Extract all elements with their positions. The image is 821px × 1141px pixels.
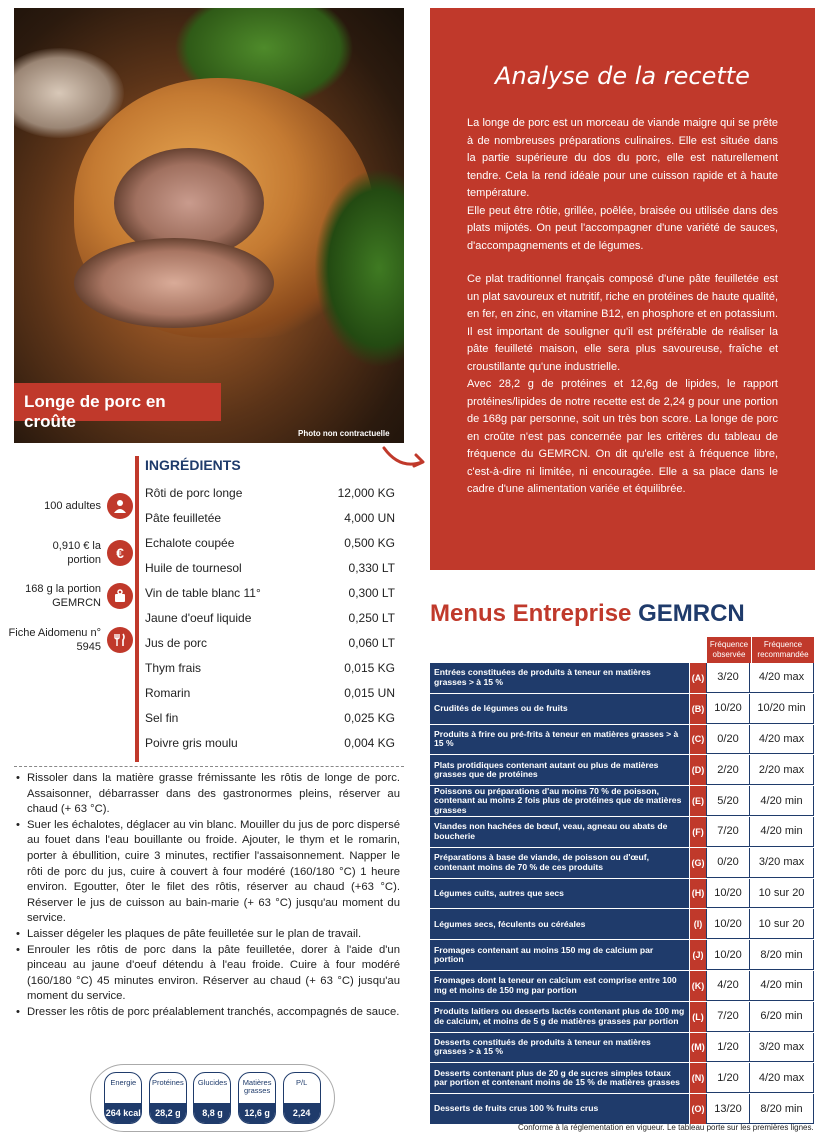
instruction-step: • Suer les échalotes, déglacer au vin blanc. Mouiller du jus de porc dispersé au fouet dans l'eau bouillante ou froide. Ajouter, le thym et le romarin, porter à ébullition, cuire 3 minutes, rectifier l'assaisonnement. Napper le rôti de porc du jus, cuire à couvert à four modéré (160/180 °C) 1 heure environ. Egoutter, ôter le filet des rôtis, réserver au chaud (+63 °C). Réserver le jus de cuisson au bain-marie (+ 63 °C) jusqu'au moment du service.: [14, 818, 400, 927]
person-icon: [107, 493, 133, 519]
row-description: Produits à frire ou pré-frits à teneur en matières grasses > à 15 %: [430, 725, 689, 755]
nutrition-label: Glucides: [197, 1078, 228, 1087]
row-code: (H): [689, 879, 706, 909]
table-row: [430, 1002, 814, 1033]
row-observed: 10/20: [706, 694, 750, 724]
nutrition-badge: [149, 1072, 187, 1124]
instruction-step: • Rissoler dans la matière grasse frémissante les rôtis de longe de porc. Assaisonner, débarrasser dans des gastronormes pleins, réserver au chaud (+ 63 °C).: [14, 771, 400, 818]
row-code: (K): [689, 971, 706, 1001]
row-recommended: 4/20 min: [750, 971, 814, 1001]
ingredient-row: [145, 656, 395, 681]
table-row: [430, 694, 814, 725]
curved-arrow-icon: [380, 440, 428, 470]
nutrition-value: 264 kcal: [105, 1103, 141, 1123]
table-row: [430, 940, 814, 971]
recipe-photo: [14, 8, 404, 443]
ingredient-qty: 0,060 LT: [348, 636, 395, 651]
row-description: Produits laitiers ou desserts lactés contenant plus de 100 mg de calcium, et moins de 5 g de matières grasses par portion: [430, 1002, 689, 1032]
ingredient-name: Huile de tournesol: [145, 560, 242, 575]
table-row: [430, 663, 814, 694]
nutrition-badge: [238, 1072, 276, 1124]
row-description: Légumes cuits, autres que secs: [430, 879, 689, 909]
analysis-paragraph: Ce plat traditionnel français composé d'une pâte feuilletée est un plat savoureux et nutritif, riche en protéines de haute qualité, en fer, en zinc, en vitamine B12, en phosphore et en potassium. Il est important de souligner qu'il est préférable de réaliser la pâte feuilleté maison, elle sera plus savoureuse, fraîche et croustillante qu'une industrielle.: [467, 273, 778, 373]
analysis-panel: [430, 8, 815, 570]
ingredients-title: INGRÉDIENTS: [145, 457, 241, 473]
analysis-paragraph: La longe de porc est un morceau de viande maigre qui se prête à de nombreuses préparations culinaires. Elle est située dans la partie supérieure du dos du porc, elle est naturellement tendre. Cela la rend idéale pour une cuisson rapide et à haute température.: [467, 117, 778, 199]
ingredient-name: Romarin: [145, 686, 191, 701]
menus-title: [430, 600, 745, 628]
row-recommended: 4/20 max: [750, 1063, 814, 1093]
row-recommended: 3/20 max: [750, 1033, 814, 1063]
ingredient-qty: 0,015 KG: [344, 661, 395, 676]
instruction-step: • Dresser les rôtis de porc préalablement tranchés, accompagnés de sauce.: [14, 1005, 400, 1021]
row-recommended: 4/20 max: [750, 663, 814, 693]
nutrition-label: Energie: [110, 1078, 137, 1087]
meat-slice-front: [74, 238, 274, 328]
price-info: [8, 539, 133, 567]
ingredient-qty: 0,015 UN: [344, 686, 395, 701]
ingredient-name: Thym frais: [145, 661, 202, 676]
header-frequence-observee: Fréquence observée: [707, 637, 751, 663]
ingredient-qty: 0,025 KG: [344, 711, 395, 726]
row-code: (M): [689, 1033, 706, 1063]
table-row: [430, 817, 814, 848]
nutrition-label: Protéines: [152, 1078, 184, 1087]
row-code: (C): [689, 725, 706, 755]
row-description: Desserts contenant plus de 20 g de sucres simples totaux par portion et contenant moins de 15 % de matières grasses: [430, 1063, 689, 1093]
ingredient-row: [145, 555, 395, 580]
table-row: [430, 755, 814, 786]
row-code: (L): [689, 1002, 706, 1032]
table-row: [430, 1033, 814, 1064]
ingredient-row: [145, 605, 395, 630]
servings-info: [8, 493, 133, 519]
fiche-info: [8, 626, 133, 654]
table-row: [430, 971, 814, 1002]
ingredient-row: [145, 530, 395, 555]
table-row: [430, 725, 814, 756]
euro-icon: €: [107, 540, 133, 566]
row-observed: 0/20: [706, 848, 750, 878]
row-code: (N): [689, 1063, 706, 1093]
row-description: Légumes secs, féculents ou céréales: [430, 909, 689, 939]
row-recommended: 10 sur 20: [750, 879, 814, 909]
row-observed: 7/20: [706, 817, 750, 847]
row-description: Fromages dont la teneur en calcium est comprise entre 100 mg et moins de 150 mg par portion: [430, 971, 689, 1001]
row-recommended: 4/20 min: [750, 817, 814, 847]
price-label: 0,910 € la portion: [52, 540, 101, 566]
row-code: (E): [689, 786, 706, 816]
row-description: Desserts de fruits crus 100 % fruits crus: [430, 1094, 689, 1124]
ingredient-name: Jus de porc: [145, 636, 208, 651]
ingredient-name: Rôti de porc longe: [145, 485, 243, 500]
table-row: [430, 1063, 814, 1094]
row-recommended: 10 sur 20: [750, 909, 814, 939]
row-observed: 2/20: [706, 755, 750, 785]
row-observed: 1/20: [706, 1063, 750, 1093]
nutrition-badge: [104, 1072, 142, 1124]
row-recommended: 10/20 min: [750, 694, 814, 724]
table-row: [430, 879, 814, 910]
ingredient-row: [145, 731, 395, 756]
ingredient-row: [145, 580, 395, 605]
ingredient-qty: 0,330 LT: [348, 560, 395, 575]
ingredient-qty: 0,500 KG: [344, 535, 395, 550]
ingredient-qty: 0,004 KG: [344, 736, 395, 751]
ingredient-name: Vin de table blanc 11°: [145, 585, 261, 600]
row-code: (B): [689, 694, 706, 724]
photo-note: Photo non contractuelle: [298, 429, 390, 438]
table-row: [430, 848, 814, 879]
nutrition-label: Matières grasses: [242, 1078, 272, 1095]
row-description: Crudités de légumes ou de fruits: [430, 694, 689, 724]
ingredient-name: Pâte feuilletée: [145, 510, 222, 525]
instruction-step: • Enrouler les rôtis de porc dans la pâte feuilletée, dorer à l'aide d'un pinceau au jaune d'oeuf détendu à l'eau froide. Cuire à four modéré (160/180 °C) 45 minutes environ. Réserver au chaud (+ 63 °C) jusqu'au moment du service.: [14, 943, 400, 1005]
scale-icon: [107, 583, 133, 609]
analysis-paragraph: Avec 28,2 g de protéines et 12,6g de lipides, le rapport protéines/lipides de notre recette est de 2,24 g pour une portion de 168g par personne, soit un très bon score. La longe de porc en croûte n'est pas concernée par les critères du tableau de fréquence du GEMRCN. On dit qu'elle est à fréquence libre, c'est-à-dire ni limitée, ni encouragée. Elle a sa place dans le cadre d'une alimentation variée et équilibrée.: [467, 378, 778, 495]
row-description: Poissons ou préparations d'au moins 70 % de poisson, contenant au moins 2 fois plus de protéines que de matières grasses: [430, 786, 689, 816]
ingredient-row: [145, 706, 395, 731]
ingredient-qty: 4,000 UN: [344, 510, 395, 525]
ingredient-row: [145, 505, 395, 530]
ingredient-name: Echalote coupée: [145, 535, 235, 550]
instructions-list: [14, 771, 400, 1021]
ingredient-qty: 0,250 LT: [348, 611, 395, 626]
section-separator: [14, 766, 404, 767]
ingredients-list: [145, 480, 395, 756]
row-description: Préparations à base de viande, de poisson ou d'œuf, contenant moins de 70 % de ces produits: [430, 848, 689, 878]
nutrition-label: P/L: [296, 1078, 308, 1087]
row-description: Fromages contenant au moins 150 mg de calcium par portion: [430, 940, 689, 970]
instruction-step: • Laisser dégeler les plaques de pâte feuilletée sur le plan de travail.: [14, 927, 400, 943]
ingredients-divider: [135, 456, 139, 762]
row-observed: 4/20: [706, 971, 750, 1001]
row-code: (F): [689, 817, 706, 847]
header-frequence-recommandee: Fréquence recommandée: [751, 637, 814, 663]
analysis-text: [467, 115, 778, 499]
row-observed: 1/20: [706, 1033, 750, 1063]
nutrition-badge: [283, 1072, 321, 1124]
row-code: (I): [689, 909, 706, 939]
row-recommended: 8/20 min: [750, 1094, 814, 1124]
nutrition-badge: [193, 1072, 231, 1124]
menus-title-blue: GEMRCN: [638, 600, 745, 627]
row-description: Viandes non hachées de bœuf, veau, agneau ou abats de boucherie: [430, 817, 689, 847]
row-recommended: 2/20 max: [750, 755, 814, 785]
row-recommended: 3/20 max: [750, 848, 814, 878]
row-code: (D): [689, 755, 706, 785]
nutrition-value: 2,24: [284, 1103, 320, 1123]
row-observed: 7/20: [706, 1002, 750, 1032]
nutrition-value: 28,2 g: [150, 1103, 186, 1123]
ingredient-qty: 0,300 LT: [348, 585, 395, 600]
portion-label: 168 g la portion GEMRCN: [25, 583, 101, 609]
row-observed: 5/20: [706, 786, 750, 816]
row-code: (J): [689, 940, 706, 970]
row-observed: 10/20: [706, 909, 750, 939]
row-description: Entrées constituées de produits à teneur en matières grasses > à 15 %: [430, 663, 689, 693]
nutrition-value: 8,8 g: [194, 1103, 230, 1123]
table-row: [430, 1094, 814, 1125]
portion-info: [8, 582, 133, 610]
analysis-title: Analyse de la recette: [495, 62, 750, 90]
row-observed: 3/20: [706, 663, 750, 693]
ingredient-name: Poivre gris moulu: [145, 736, 238, 751]
table-row: [430, 909, 814, 940]
cutlery-icon: [107, 627, 133, 653]
servings-label: 100 adultes: [44, 500, 101, 512]
fiche-label: Fiche Aidomenu n° 5945: [8, 627, 101, 653]
table-note: Conforme à la réglementation en vigueur. Le tableau porte sur les premières lignes.: [518, 1123, 814, 1132]
row-recommended: 4/20 min: [750, 786, 814, 816]
menus-title-red: Menus Entreprise: [430, 600, 632, 627]
analysis-paragraph: Elle peut être rôtie, grillée, poêlée, braisée ou utilisée dans des plats mijotés. On peut l'accompagner d'une variété de sauces, d'accompagnements et de légumes.: [467, 204, 778, 252]
row-observed: 10/20: [706, 879, 750, 909]
row-observed: 10/20: [706, 940, 750, 970]
row-recommended: 6/20 min: [750, 1002, 814, 1032]
row-recommended: 4/20 max: [750, 725, 814, 755]
recipe-title: Longe de porc en croûte: [14, 383, 221, 421]
ingredient-name: Sel fin: [145, 711, 179, 726]
ingredient-row: [145, 681, 395, 706]
row-code: (G): [689, 848, 706, 878]
row-code: (A): [689, 663, 706, 693]
ingredient-name: Jaune d'oeuf liquide: [145, 611, 252, 626]
ingredient-row: [145, 631, 395, 656]
row-description: Plats protidiques contenant autant ou plus de matières grasses que de protéines: [430, 755, 689, 785]
ingredient-qty: 12,000 KG: [337, 485, 395, 500]
gemrcn-table: [430, 663, 814, 1125]
nutrition-value: 12,6 g: [239, 1103, 275, 1123]
row-description: Desserts constitués de produits à teneur en matières grasses > à 15 %: [430, 1033, 689, 1063]
row-code: (O): [689, 1094, 706, 1124]
ingredient-row: [145, 480, 395, 505]
row-observed: 13/20: [706, 1094, 750, 1124]
row-observed: 0/20: [706, 725, 750, 755]
row-recommended: 8/20 min: [750, 940, 814, 970]
table-row: [430, 786, 814, 817]
nutrition-panel: [90, 1064, 335, 1132]
